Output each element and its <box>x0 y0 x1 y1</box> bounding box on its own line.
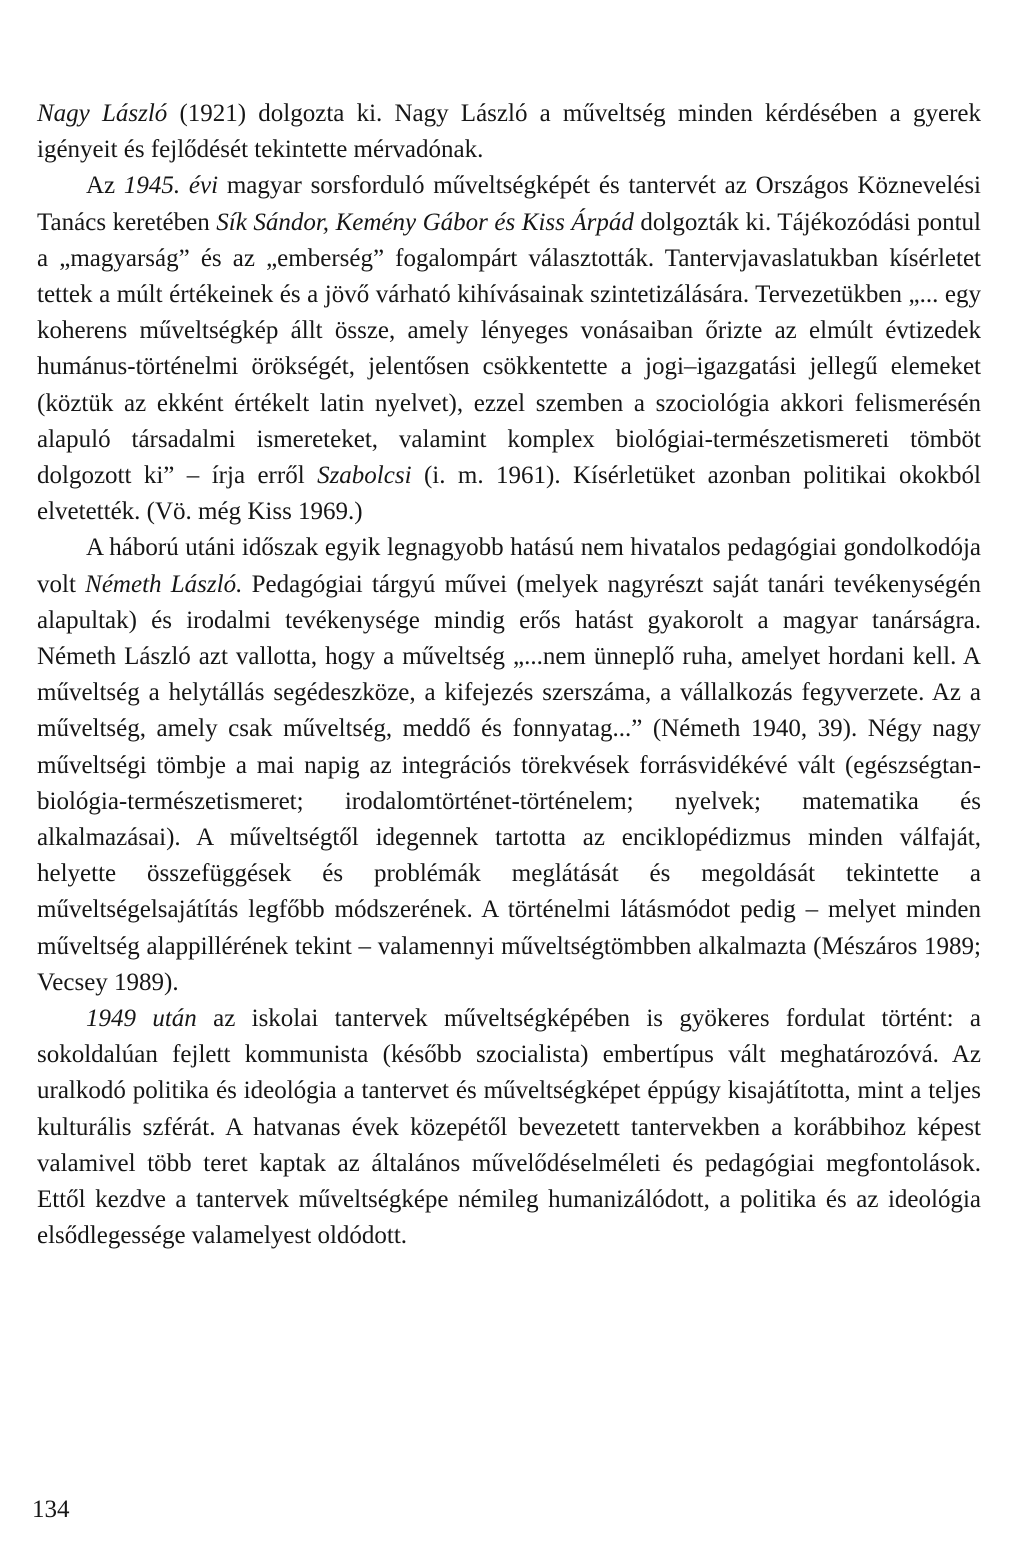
page-body <box>37 96 981 1255</box>
text-run: Nagy László <box>37 100 168 127</box>
text-run: (1921) dolgozta ki. Nagy László a műveltség minden kérdésében a gyerek igényeit és fejlődését tekintette mérvadónak. <box>37 100 981 164</box>
paragraph-2 <box>37 168 981 530</box>
text-run: 1949 után <box>86 1005 197 1033</box>
paragraph-4 <box>37 1001 981 1254</box>
text-run: Németh László. <box>85 570 243 598</box>
text-run: (i. m. 1961). Kísérletüket azonban politikai okokból elvetették. (Vö. még Kiss 1969.) <box>37 462 981 526</box>
page-number: 134 <box>32 1496 70 1523</box>
text-run: Az <box>86 172 124 200</box>
text-run: A háború utáni időszak egyik legnagyobb hatású nem hivatalos pedagógiai gondolkodója volt <box>37 534 981 598</box>
text-run: Szabolcsi <box>317 462 412 490</box>
text-run: az iskolai tantervek műveltségképében is gyökeres fordulat történt: a sokoldalúan fejlett kommunista (később szocialista) embertípus vált meghatározóvá. Az uralkodó politika és ideológia a tantervet és műveltségképet éppúgy kisajátította, mint a teljes kulturális szférát. A hatvanas évek közepétől bevezetett tantervekben a korábbihoz képest valamivel több teret kaptak az általános művelődéselméleti és pedagógiai megfontolások. Ettől kezdve a tantervek műveltségképe némileg humanizálódott, a politika és az ideológia elsődlegessége valamelyest oldódott. <box>37 1005 981 1250</box>
text-run: Pedagógiai tárgyú művei (melyek nagyrészt saját tanári tevékenységén alapultak) és irodalmi tevékenysége mindig erős hatást gyakorolt a magyar tanárságra. Németh László azt vallotta, hogy a műveltség „...nem ünneplő ruha, amelyet hordani kell. A műveltség a helytállás segédeszköze, a kifejezés szerszáma, a vállalkozás fegyverzete. Az a műveltség, amely csak műveltség, meddő és fonnyatag...” (Németh 1940, 39). Négy nagy műveltségi tömbje a mai napig az integrációs törekvések forrásvidékévé vált (egészségtan-biológia-természetismeret; irodalomtörténet-történelem; nyelvek; matematika és alkalmazásai). A műveltségtől idegennek tartotta az enciklopédizmus minden válfaját, helyette összefüggések és problémák meglátását és megoldását tekintette a műveltségelsajátítás legfőbb módszerének. A történelmi látásmódot pedig – melyet minden műveltség alappillérének tekint – valamennyi műveltségtömbben alkalmazta (Mészáros 1989; Vecsey 1989). <box>37 570 981 996</box>
text-run: Sík Sándor, Kemény Gábor és Kiss Árpád <box>216 208 634 236</box>
paragraph-1 <box>37 96 981 168</box>
text-run: 1945. évi <box>123 172 219 200</box>
text-run: dolgozták ki. Tájékozódási pontul a „magyarság” és az „emberség” fogalompárt választották. Tantervjavaslatukban kísérletet tettek a múlt értékeinek és a jövő várható kihívásainak szintetizálására. Tervezetükben „... egy koherens műveltségkép állt össze, amely lényeges vonásaiban őrizte az elmúlt évtizedek humánus-történelmi örökségét, jelentősen csökkentette a jogi–igazgatási jellegű elemeket (köztük az ekként értékelt latin nyelvet), ezzel szemben a szociológia akkori felismerésén alapuló társadalmi ismereteket, valamint komplex biológiai-természetismereti tömböt dolgozott ki” – írja erről <box>37 208 981 490</box>
text-run: magyar sorsforduló műveltségképét és tantervét az Országos Köznevelési Tanács keretében <box>37 172 981 236</box>
paragraph-3 <box>37 530 981 1001</box>
